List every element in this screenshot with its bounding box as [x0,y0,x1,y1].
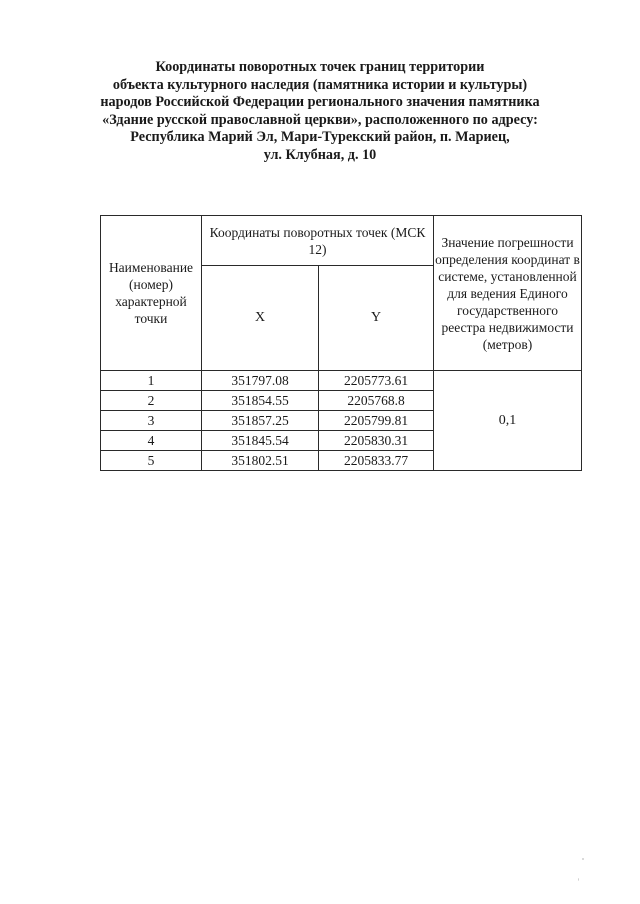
header-x: X [202,266,319,371]
header-error: Значение погрешности определения координат в системе, установленной для ведения Единого государственного реестра недвижимости (метров) [434,216,582,371]
title-line: народов Российской Федерации регионального значения памятника [100,94,540,110]
coord-y: 2205768.8 [319,391,434,411]
coord-x: 351802.51 [202,451,319,471]
coord-x: 351854.55 [202,391,319,411]
point-number: 4 [101,431,202,451]
title-line: объекта культурного наследия (памятника истории и культуры) [112,76,528,93]
title-line: ул. Клубная, д. 10 [263,146,377,163]
table-row [101,371,582,391]
coord-y: 2205773.61 [319,371,434,391]
scan-speck [582,858,584,860]
coord-y: 2205799.81 [319,411,434,431]
point-number: 5 [101,451,202,471]
document-title [60,59,580,164]
coord-y: 2205833.77 [319,451,434,471]
header-point-name: Наименование (номер) характерной точки [101,216,202,371]
coord-x: 351845.54 [202,431,319,451]
coordinates-table [100,215,582,471]
point-number: 3 [101,411,202,431]
title-line: «Здание русской православной церкви», расположенного по адресу: [102,111,538,128]
title-line: Республика Марий Эл, Мари-Турекский район, п. Мариец, [130,129,510,145]
point-number: 2 [101,391,202,411]
header-y: Y [319,266,434,371]
error-value: 0,1 [434,371,582,471]
coord-x: 351857.25 [202,411,319,431]
title-line: Координаты поворотных точек границ территории [155,59,485,75]
scan-speck [578,878,579,881]
coord-y: 2205830.31 [319,431,434,451]
point-number: 1 [101,371,202,391]
coord-x: 351797.08 [202,371,319,391]
header-coordinates: Координаты поворотных точек (МСК 12) [202,216,434,266]
